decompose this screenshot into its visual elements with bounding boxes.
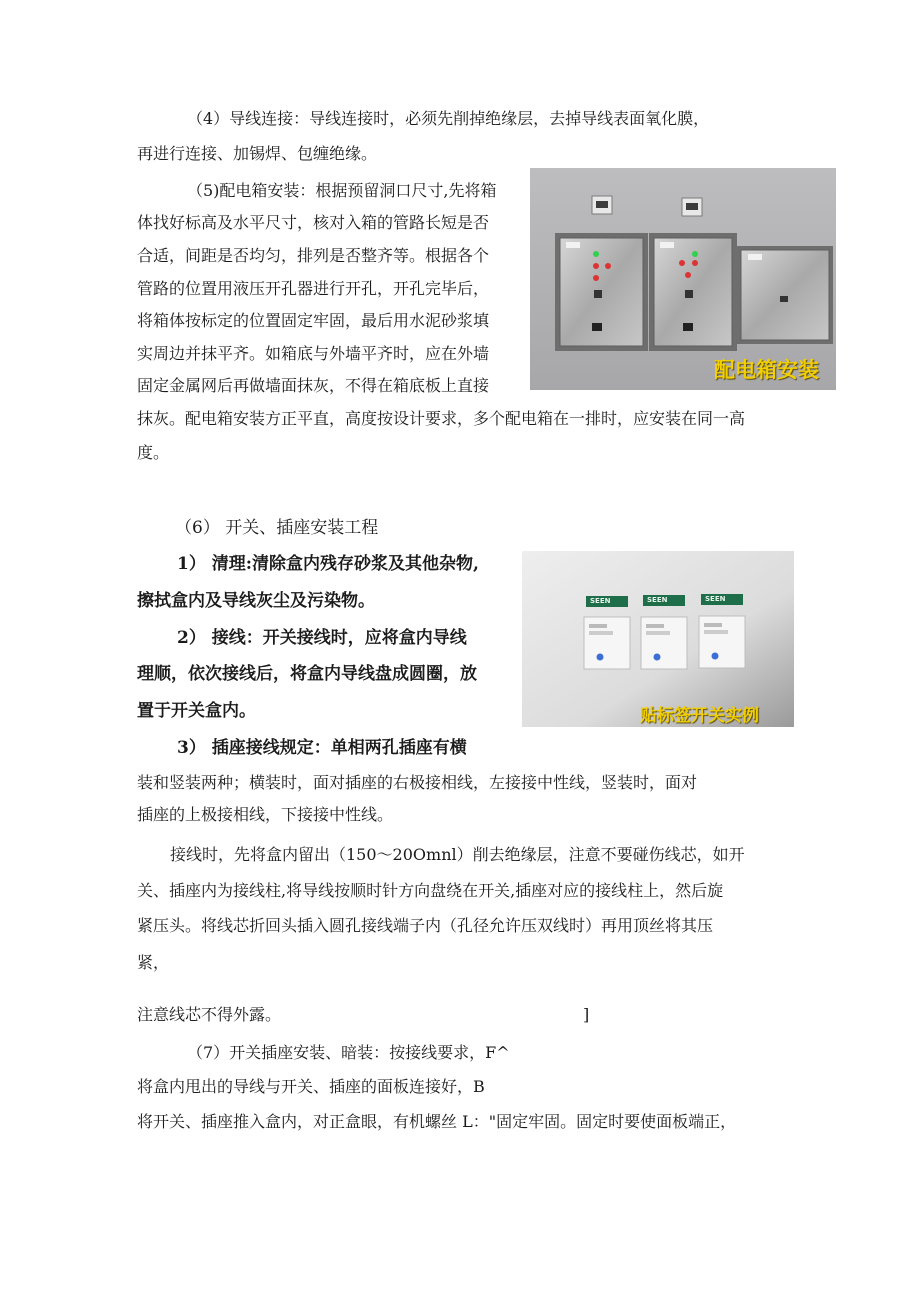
- p5-line-9: 度。: [137, 443, 170, 462]
- distribution-box-caption: 配电箱安装: [714, 358, 819, 382]
- note-line: 注意线芯不得外露。: [137, 1005, 282, 1024]
- p6-item-5: 置于开关盒内。: [137, 701, 256, 721]
- p7-line-3: 将开关、插座推入盒内，对正盒眼，有机螺丝 L："固定牢固。固定时要使面板端正，: [137, 1112, 737, 1131]
- wiring-line-3: 紧压头。将线芯折回头插入圆孔接线端子内（孔径允许压双线时）再用顶丝将其压: [137, 916, 714, 935]
- switch-label-3: SEEN: [705, 595, 726, 603]
- wiring-line-1: 接线时，先将盒内留出（150～20Omnl）削去绝缘层，注意不要碰伤线芯，如开: [170, 845, 745, 864]
- p5-line-5: 将箱体按标定的位置固定牢固，最后用水泥砂浆填: [137, 311, 490, 330]
- p5-line-4: 管路的位置用液压开孔器进行开孔，开孔完毕后，: [137, 279, 490, 298]
- p5-line-6: 实周边并抹平齐。如箱底与外墙平齐时，应在外墙: [137, 344, 490, 363]
- p6-cont-line-2: 插座的上极接相线，下接接中性线。: [137, 805, 394, 824]
- distribution-box-photo: [530, 168, 836, 390]
- p5-line-1: （5)配电箱安装：根据预留洞口尺寸,先将箱: [187, 181, 497, 200]
- wiring-line-2: 关、插座内为接线柱,将导线按顺时针方向盘绕在开关,插座对应的接线柱上，然后旋: [137, 881, 724, 900]
- p6-item-1: 1） 清理:清除盒内残存砂浆及其他杂物,: [177, 554, 479, 574]
- p5-line-2: 体找好标高及水平尺寸，核对入箱的管路长短是否: [137, 213, 490, 232]
- p6-item-6: 3） 插座接线规定：单相两孔插座有横: [177, 738, 467, 758]
- p6-item-2: 擦拭盒内及导线灰尘及污染物。: [137, 591, 375, 611]
- p6-item-4: 理顺，依次接线后，将盒内导线盘成圆圈，放: [137, 664, 477, 684]
- p6-title: （6） 开关、插座安装工程: [175, 518, 379, 538]
- switch-label-2: SEEN: [647, 596, 668, 604]
- switch-example-caption: 贴标签开关实例: [640, 706, 759, 726]
- bracket-mark: ]: [583, 1005, 590, 1024]
- p5-line-7: 固定金属网后再做墙面抹灰，不得在箱底板上直接: [137, 376, 490, 395]
- p5-line-3: 合适，间距是否均匀，排列是否整齐等。根据各个: [137, 246, 490, 265]
- p5-line-8: 抹灰。配电箱安装方正平直，高度按设计要求，多个配电箱在一排时，应安装在同一高: [137, 409, 746, 428]
- switch-label-1: SEEN: [590, 597, 611, 605]
- switch-example-photo: [522, 551, 794, 727]
- p6-item-3: 2） 接线：开关接线时，应将盒内导线: [177, 628, 467, 648]
- p4-line-2: 再进行连接、加锡焊、包缠绝缘。: [137, 144, 378, 163]
- p7-line-2: 将盒内甩出的导线与开关、插座的面板连接好，B: [137, 1077, 485, 1096]
- p6-cont-line-1: 装和竖装两种；横装时，面对插座的右极接相线，左接接中性线，竖装时，面对: [137, 773, 698, 792]
- wiring-line-4: 紧，: [137, 953, 170, 972]
- p4-line-1: （4）导线连接：导线连接时，必须先削掉绝缘层，去掉导线表面氧化膜，: [187, 109, 710, 128]
- p7-line-1: （7）开关插座安装、暗装：按接线要求，F^: [187, 1043, 510, 1062]
